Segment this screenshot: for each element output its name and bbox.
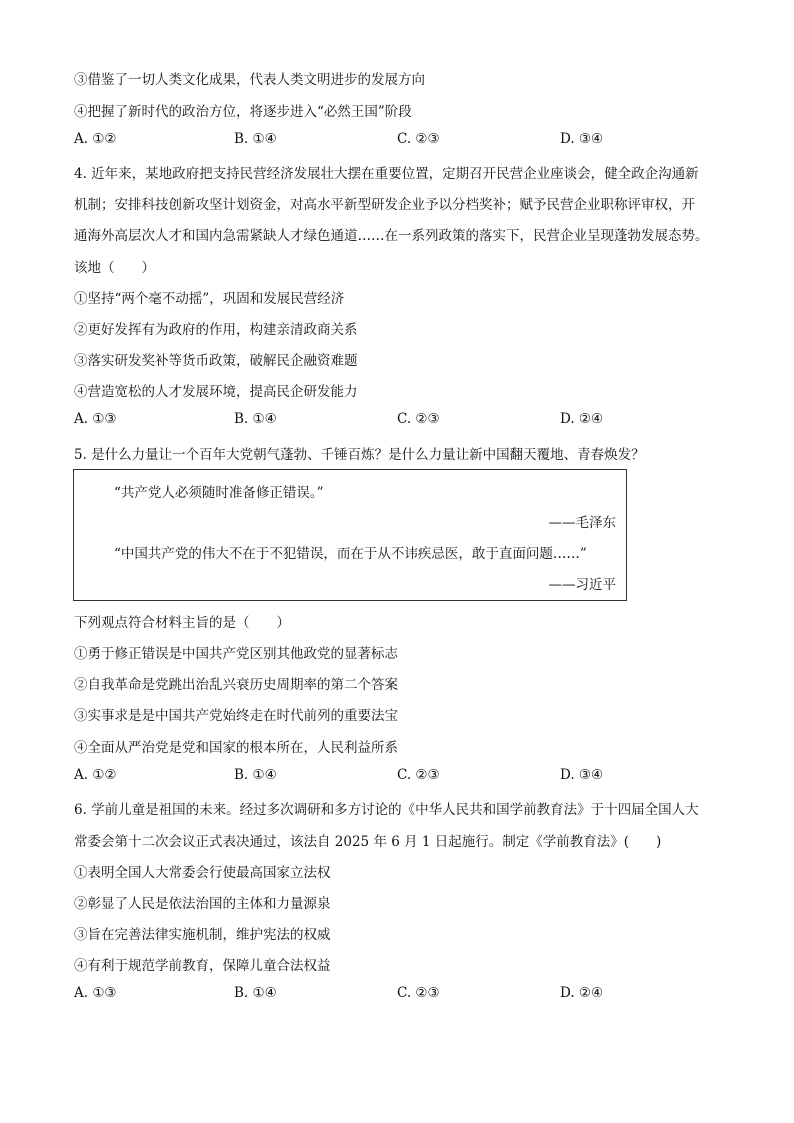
question-5-item-1: ①勇于修正错误是中国共产党区别其他政党的显著标志 [74, 646, 398, 662]
question-4-stem-line-1: 4. 近年来，某地政府把支持民营经济发展壮大摆在重要位置，定期召开民营企业座谈会，健全政企沟通新 [74, 166, 699, 182]
question-5-item-3: ③实事求是是中国共产党始终走在时代前列的重要法宝 [74, 708, 398, 724]
answer-options [74, 131, 734, 151]
quote-box [73, 469, 627, 601]
question-6-stem-line-1: 6. 学前儿童是祖国的未来。经过多次调研和多方讨论的《中华人民共和国学前教育法》于十四届全国人大 [74, 802, 699, 818]
question-5-item-4: ④全面从严治党是党和国家的根本所在，人民利益所系 [74, 740, 398, 756]
quote-1: “共产党人必须随时准备修正错误。” [114, 485, 324, 501]
question-4-stem-line-4: 该地（ ） [74, 260, 155, 276]
option-b[interactable]: B. ①④ [234, 411, 277, 427]
option-d[interactable]: D. ③④ [560, 767, 604, 783]
option-a[interactable]: A. ①② [74, 131, 117, 147]
question-6-item-2: ②彰显了人民是依法治国的主体和力量源泉 [74, 896, 331, 912]
option-item-4: ④把握了新时代的政治方位，将逐步进入“必然王国”阶段 [74, 104, 412, 120]
question-6-item-3: ③旨在完善法律实施机制，维护宪法的权威 [74, 927, 331, 943]
question-6-stem-line-2: 常委会第十二次会议正式表决通过，该法自 2025 年 6 月 1 日起施行。制定《学前教育法》( ) [74, 834, 662, 850]
question-5-prompt: 下列观点符合材料主旨的是（ ） [74, 615, 290, 631]
option-b[interactable]: B. ①④ [234, 767, 277, 783]
quote-1-source: ——毛泽东 [548, 515, 616, 531]
option-a[interactable]: A. ①③ [74, 411, 117, 427]
question-4-options [74, 411, 734, 431]
question-5-item-2: ②自我革命是党跳出治乱兴衰历史周期率的第二个答案 [74, 677, 398, 693]
question-4-stem-line-2: 机制；安排科技创新攻坚计划资金，对高水平新型研发企业予以分档奖补；赋予民营企业职称评审权，开 [74, 197, 695, 213]
option-c[interactable]: C. ②③ [397, 985, 440, 1001]
option-d[interactable]: D. ③④ [560, 131, 604, 147]
question-6-options [74, 985, 734, 1005]
option-a[interactable]: A. ①② [74, 767, 117, 783]
question-6-item-4: ④有利于规范学前教育，保障儿童合法权益 [74, 958, 331, 974]
question-4-item-4: ④营造宽松的人才发展环境，提高民企研发能力 [74, 384, 358, 400]
quote-2-source: ——习近平 [548, 577, 616, 593]
option-d[interactable]: D. ②④ [560, 411, 604, 427]
question-5-stem: 5. 是什么力量让一个百年大党朝气蓬勃、千锤百炼？是什么力量让新中国翻天覆地、青春焕发？ [74, 447, 645, 463]
option-a[interactable]: A. ①③ [74, 985, 117, 1001]
question-4-item-1: ①坚持“两个毫不动摇”，巩固和发展民营经济 [74, 291, 345, 307]
question-4-item-3: ③落实研发奖补等货币政策，破解民企融资难题 [74, 353, 358, 369]
option-item-3: ③借鉴了一切人类文化成果，代表人类文明进步的发展方向 [74, 72, 425, 88]
option-b[interactable]: B. ①④ [234, 985, 277, 1001]
option-c[interactable]: C. ②③ [397, 411, 440, 427]
question-4-stem-line-3: 通海外高层次人才和国内急需紧缺人才绿色通道……在一系列政策的落实下，民营企业呈现蓬勃发展态势。 [74, 228, 709, 244]
question-5-options [74, 767, 734, 787]
question-4-item-2: ②更好发挥有为政府的作用，构建亲清政商关系 [74, 322, 358, 338]
option-d[interactable]: D. ②④ [560, 985, 604, 1001]
option-c[interactable]: C. ②③ [397, 131, 440, 147]
quote-2: “中国共产党的伟大不在于不犯错误，而在于从不讳疾忌医，敢于直面问题……” [114, 546, 587, 562]
option-c[interactable]: C. ②③ [397, 767, 440, 783]
option-b[interactable]: B. ①④ [234, 131, 277, 147]
question-6-item-1: ①表明全国人大常委会行使最高国家立法权 [74, 865, 331, 881]
